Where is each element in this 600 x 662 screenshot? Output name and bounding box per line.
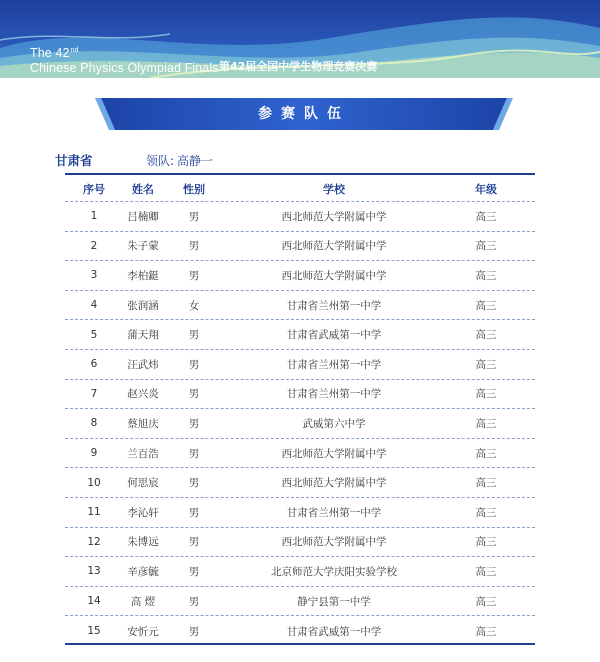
cell-name: 蔡旭庆 — [127, 417, 159, 430]
cell-no: 7 — [90, 387, 98, 400]
cell-name: 兰百浩 — [127, 447, 159, 460]
section-ribbon — [95, 96, 513, 132]
header-sex: 性别 — [183, 183, 205, 196]
table-row — [65, 320, 535, 350]
cell-no: 10 — [87, 476, 101, 489]
leader-name: 高静一 — [177, 154, 214, 168]
section-title: 参赛队伍 — [258, 106, 350, 122]
cell-sex: 男 — [188, 388, 200, 401]
cell-sex: 男 — [188, 565, 200, 578]
cell-no: 11 — [87, 506, 101, 519]
cell-sex: 女 — [188, 299, 200, 312]
cell-grade: 高三 — [475, 240, 497, 253]
cell-name: 赵兴炎 — [127, 388, 159, 401]
cell-grade: 高三 — [475, 447, 497, 460]
leader-label: 领队: — [146, 154, 175, 168]
cell-school: 西北师范大学附属中学 — [281, 269, 387, 282]
table-row — [65, 380, 535, 410]
cell-school: 甘肃省兰州第一中学 — [286, 506, 382, 519]
cell-name: 张润涵 — [127, 299, 159, 312]
cell-sex: 男 — [188, 506, 200, 519]
cell-school: 西北师范大学附属中学 — [281, 477, 387, 490]
cell-grade: 高三 — [475, 565, 497, 578]
cell-school: 西北师范大学附属中学 — [281, 536, 387, 549]
cell-sex: 男 — [188, 329, 200, 342]
cell-school: 静宁县第一中学 — [297, 595, 371, 608]
cell-no: 15 — [87, 625, 101, 638]
event-title-cn: 第42届全国中学生物理竞赛决赛 — [219, 60, 378, 73]
cell-sex: 男 — [188, 625, 200, 638]
cell-sex: 男 — [188, 477, 200, 490]
cell-grade: 高三 — [475, 595, 497, 608]
cell-sex: 男 — [188, 595, 200, 608]
table-row — [65, 616, 535, 646]
cell-sex: 男 — [188, 358, 200, 371]
cell-school: 西北师范大学附属中学 — [281, 447, 387, 460]
cell-school: 西北师范大学附属中学 — [281, 240, 387, 253]
cell-grade: 高三 — [475, 358, 497, 371]
title-en-line2: Chinese Physics Olympiad Finals — [30, 61, 219, 76]
cell-no: 6 — [90, 358, 98, 371]
cell-grade: 高三 — [475, 417, 497, 430]
header-banner — [0, 0, 600, 78]
cell-school: 甘肃省武威第一中学 — [286, 625, 382, 638]
header-school: 学校 — [323, 183, 345, 196]
cell-school: 西北师范大学附属中学 — [281, 210, 387, 223]
title-en-sup: nd — [70, 47, 79, 54]
cell-grade: 高三 — [475, 477, 497, 490]
table-bottom-rule — [65, 643, 535, 645]
cell-sex: 男 — [188, 210, 200, 223]
cell-no: 1 — [90, 210, 98, 223]
table-row — [65, 350, 535, 380]
cell-no: 8 — [90, 417, 98, 430]
cell-school: 北京师范大学庆阳实验学校 — [271, 565, 397, 578]
cell-no: 5 — [90, 328, 98, 341]
cell-school: 甘肃省兰州第一中学 — [286, 299, 382, 312]
cell-sex: 男 — [188, 536, 200, 549]
cell-grade: 高三 — [475, 329, 497, 342]
table-row — [65, 409, 535, 439]
table-row — [65, 232, 535, 262]
cell-sex: 男 — [188, 269, 200, 282]
cell-name: 李沁轩 — [127, 506, 159, 519]
cell-grade: 高三 — [475, 506, 497, 519]
cell-grade: 高三 — [475, 210, 497, 223]
cell-no: 13 — [87, 565, 101, 578]
cell-no: 2 — [90, 239, 98, 252]
header-name: 姓名 — [132, 183, 154, 196]
table-row — [65, 261, 535, 291]
table-row — [65, 439, 535, 469]
table-row — [65, 587, 535, 617]
cell-grade: 高三 — [475, 299, 497, 312]
cell-name: 吕楠卿 — [127, 210, 159, 223]
cell-grade: 高三 — [475, 269, 497, 282]
table-row — [65, 557, 535, 587]
table-top-rule — [65, 173, 535, 175]
cell-sex: 男 — [188, 240, 200, 253]
cell-grade: 高三 — [475, 536, 497, 549]
cell-school: 甘肃省兰州第一中学 — [286, 388, 382, 401]
team-leader — [146, 152, 213, 169]
title-en-prefix: The 42 — [30, 46, 70, 61]
cell-no: 14 — [87, 595, 101, 608]
cell-school: 甘肃省武威第一中学 — [286, 329, 382, 342]
cell-no: 3 — [90, 269, 98, 282]
cell-name: 汪武炜 — [127, 358, 159, 371]
cell-sex: 男 — [188, 447, 200, 460]
cell-grade: 高三 — [475, 388, 497, 401]
cell-name: 朱子蒙 — [127, 240, 159, 253]
table-row — [65, 528, 535, 558]
header-no: 序号 — [83, 183, 105, 196]
cell-no: 4 — [90, 299, 98, 312]
cell-sex: 男 — [188, 417, 200, 430]
cell-school: 武威第六中学 — [302, 417, 366, 430]
cell-name: 高 熤 — [130, 595, 156, 608]
cell-name: 安忻元 — [127, 625, 159, 638]
cell-name: 蒲天翔 — [127, 329, 159, 342]
header-grade: 年级 — [475, 183, 497, 196]
cell-name: 辛彦毓 — [127, 565, 159, 578]
cell-no: 9 — [90, 447, 98, 460]
table-row — [65, 291, 535, 321]
cell-school: 甘肃省兰州第一中学 — [286, 358, 382, 371]
table-row — [65, 498, 535, 528]
cell-name: 李柏鋌 — [127, 269, 159, 282]
cell-no: 12 — [87, 535, 101, 548]
cell-name: 何思宸 — [127, 477, 159, 490]
table-row — [65, 202, 535, 232]
province-name: 甘肃省 — [55, 153, 93, 168]
table-header — [65, 176, 535, 202]
table-row — [65, 468, 535, 498]
cell-name: 朱博远 — [127, 536, 159, 549]
event-title-en — [30, 43, 219, 76]
cell-grade: 高三 — [475, 625, 497, 638]
